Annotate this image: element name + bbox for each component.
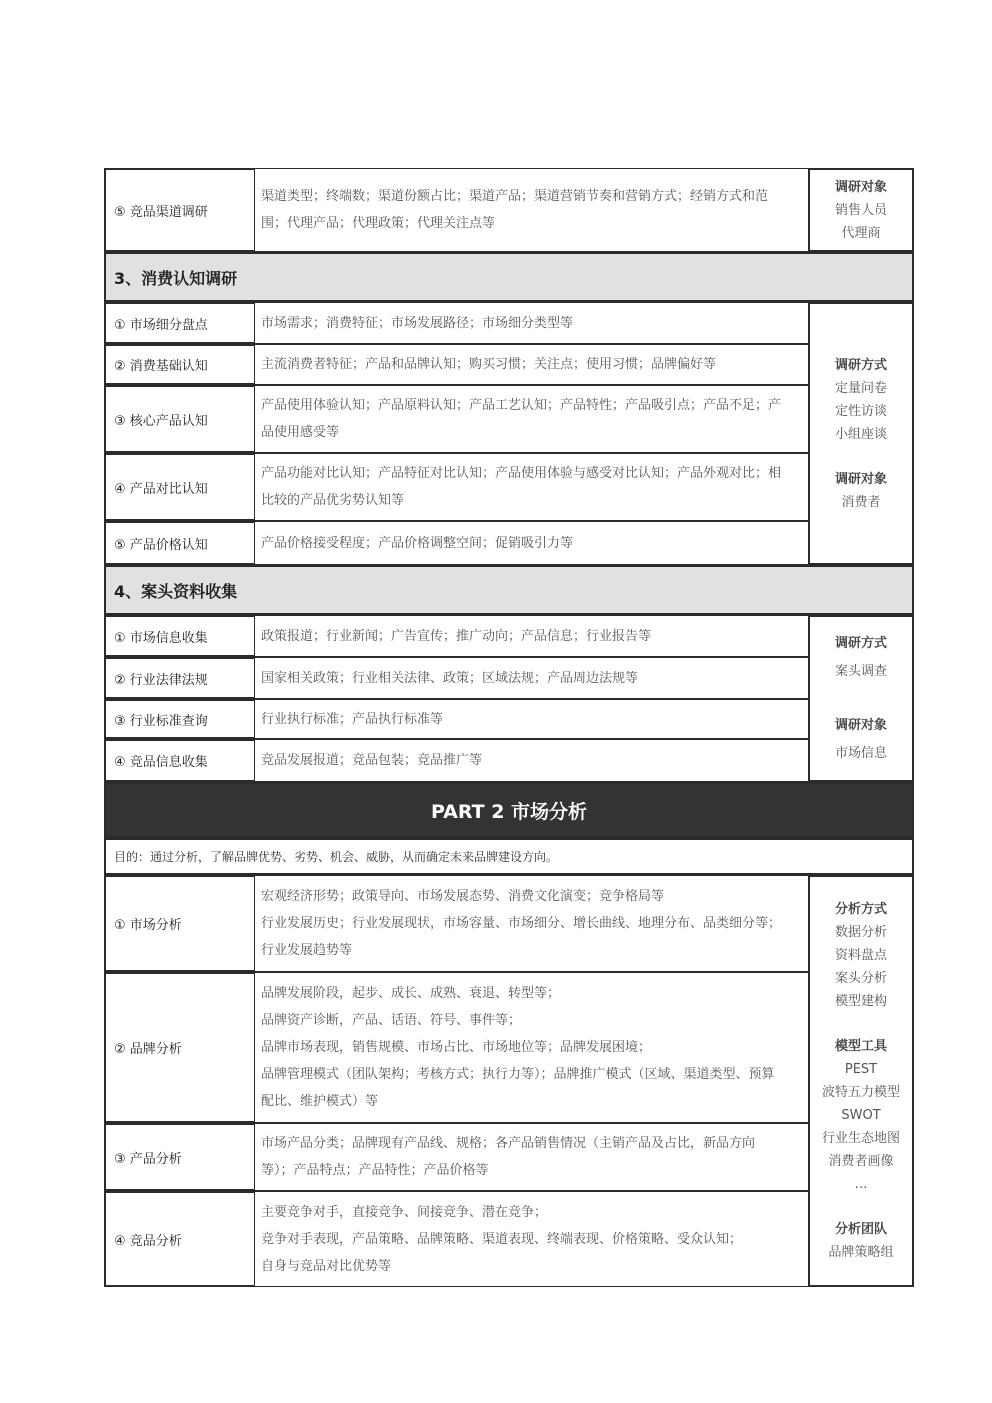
side-item: 案头分析 [834, 971, 887, 986]
row-label: ① 市场分析 [104, 875, 255, 972]
desc-line: 主要竞争对手，直接竞争、间接竞争、潜在竞争； [261, 1204, 548, 1220]
desc-line: 产品使用体验认知；产品原料认知；产品工艺认知；产品特性；产品吸引点；产品不足；产 [261, 398, 782, 413]
side-item: PEST [844, 1062, 878, 1077]
desc-line: 市场需求；消费特征；市场发展路径；市场细分类型等 [261, 315, 574, 331]
side-item: … [854, 1177, 868, 1192]
desc-line: 行业执行标准；产品执行标准等 [261, 711, 444, 727]
side-title: 模型工具 [834, 1039, 887, 1054]
desc-line: 品使用感受等 [261, 425, 340, 440]
side-title: 分析团队 [834, 1222, 887, 1237]
side-item: SWOT [841, 1108, 881, 1123]
row-description [255, 344, 808, 385]
desc-line: 品牌发展阶段，起步、成长、成熟、衰退、转型等； [261, 986, 561, 1001]
desc-line: 比较的产品优劣势认知等 [261, 493, 405, 508]
side-item: 代理商 [841, 225, 881, 241]
side-item: 模型建构 [834, 994, 887, 1009]
desc-line: 自身与竞品对比优势等 [261, 1258, 392, 1274]
desc-line: 宏观经济形势；政策导向、市场发展态势、消费文化演变；竞争格局等 [261, 889, 665, 904]
desc-line: 渠道类型；终端数；渠道份额占比；渠道产品；渠道营销节奏和营销方式；经销方式和范 [261, 189, 769, 204]
row-description [255, 453, 808, 521]
row-label: ⑤ 产品价格认知 [104, 521, 255, 565]
row-description [255, 972, 808, 1123]
side-item: 定性访谈 [834, 403, 887, 419]
side-panel [808, 168, 914, 252]
row-label: ② 行业法律法规 [104, 657, 255, 699]
desc-line: 国家相关政策；行业相关法律、政策；区域法规；产品周边法规等 [261, 670, 639, 686]
side-item: 资料盘点 [834, 948, 887, 963]
desc-line: 品牌市场表现，销售规模、市场占比、市场地位等；品牌发展困境； [261, 1040, 652, 1055]
desc-line: 产品价格接受程度；产品价格调整空间；促销吸引力等 [261, 535, 574, 551]
side-item: 行业生态地图 [821, 1131, 900, 1146]
side-item: 小组座谈 [834, 426, 887, 442]
side-item: 定量问卷 [834, 380, 887, 396]
side-panel [808, 302, 914, 565]
row-description [255, 1191, 808, 1287]
desc-line: 配比、维护模式）等 [261, 1094, 379, 1109]
desc-line: 等）；产品特点；产品特性；产品价格等 [261, 1163, 489, 1178]
row-label: ⑤ 竞品渠道调研 [104, 168, 255, 252]
desc-line: 竞品发展报道；竞品包装；竞品推广等 [261, 753, 483, 768]
row-label: ③ 行业标准查询 [104, 699, 255, 739]
desc-line: 品牌资产诊断，产品、话语、符号、事件等； [261, 1013, 522, 1028]
row-description [255, 875, 808, 972]
side-item: 市场信息 [834, 745, 887, 761]
side-item: 品牌策略组 [828, 1245, 894, 1260]
desc-line: 主流消费者特征；产品和品牌认知；购买习惯；关注点；使用习惯；品牌偏好等 [261, 357, 717, 372]
side-panel [808, 875, 914, 1287]
side-title: 调研方式 [834, 635, 887, 651]
side-title: 调研对象 [834, 717, 887, 733]
row-label: ④ 产品对比认知 [104, 453, 255, 521]
desc-line: 品牌管理模式（团队架构；考核方式；执行力等）；品牌推广模式（区域、渠道类型、预算 [261, 1067, 775, 1082]
side-title: 调研方式 [834, 357, 887, 373]
row-label: ④ 竞品分析 [104, 1191, 255, 1287]
desc-line: 产品功能对比认知；产品特征对比认知；产品使用体验与感受对比认知；产品外观对比；相 [261, 466, 782, 481]
row-description [255, 385, 808, 453]
row-description [255, 1123, 808, 1191]
section-header: 4、案头资料收集 [104, 565, 914, 615]
row-label: ③ 产品分析 [104, 1123, 255, 1191]
side-title: 调研对象 [834, 179, 887, 195]
row-label: ① 市场细分盘点 [104, 302, 255, 344]
row-label: ② 消费基础认知 [104, 344, 255, 385]
row-description [255, 302, 808, 344]
side-item: 消费者 [841, 494, 881, 510]
row-description [255, 739, 808, 782]
part-header: PART 2 市场分析 [104, 782, 914, 838]
desc-line: 市场产品分类；品牌现有产品线、规格；各产品销售情况（主销产品及占比，新品方向 [261, 1136, 756, 1151]
row-label: ② 品牌分析 [104, 972, 255, 1123]
row-label: ④ 竞品信息收集 [104, 739, 255, 782]
side-item: 销售人员 [834, 202, 887, 218]
row-description [255, 521, 808, 565]
side-item: 波特五力模型 [821, 1085, 900, 1100]
side-item: 案头调查 [834, 663, 887, 679]
desc-line: 政策报道；行业新闻；广告宣传；推广动向；产品信息；行业报告等 [261, 628, 652, 644]
side-title: 分析方式 [834, 902, 887, 917]
desc-line: 行业发展历史；行业发展现状，市场容量、市场细分、增长曲线、地理分布、品类细分等； [261, 916, 782, 931]
row-description [255, 168, 808, 252]
desc-line: 围；代理产品；代理政策；代理关注点等 [261, 216, 496, 231]
row-label: ③ 核心产品认知 [104, 385, 255, 453]
side-item: 消费者画像 [828, 1154, 894, 1169]
purpose-text: 目的：通过分析，了解品牌优势、劣势、机会、威胁，从而确定未来品牌建设方向。 [104, 838, 914, 875]
row-description [255, 615, 808, 657]
desc-line: 行业发展趋势等 [261, 943, 353, 958]
side-panel [808, 615, 914, 782]
row-label: ① 市场信息收集 [104, 615, 255, 657]
side-item: 数据分析 [834, 925, 887, 940]
row-description [255, 657, 808, 699]
section-header: 3、消费认知调研 [104, 252, 914, 302]
side-title: 调研对象 [834, 471, 887, 487]
row-description [255, 699, 808, 739]
desc-line: 竞争对手表现，产品策略、品牌策略、渠道表现、终端表现、价格策略、受众认知； [261, 1231, 743, 1247]
